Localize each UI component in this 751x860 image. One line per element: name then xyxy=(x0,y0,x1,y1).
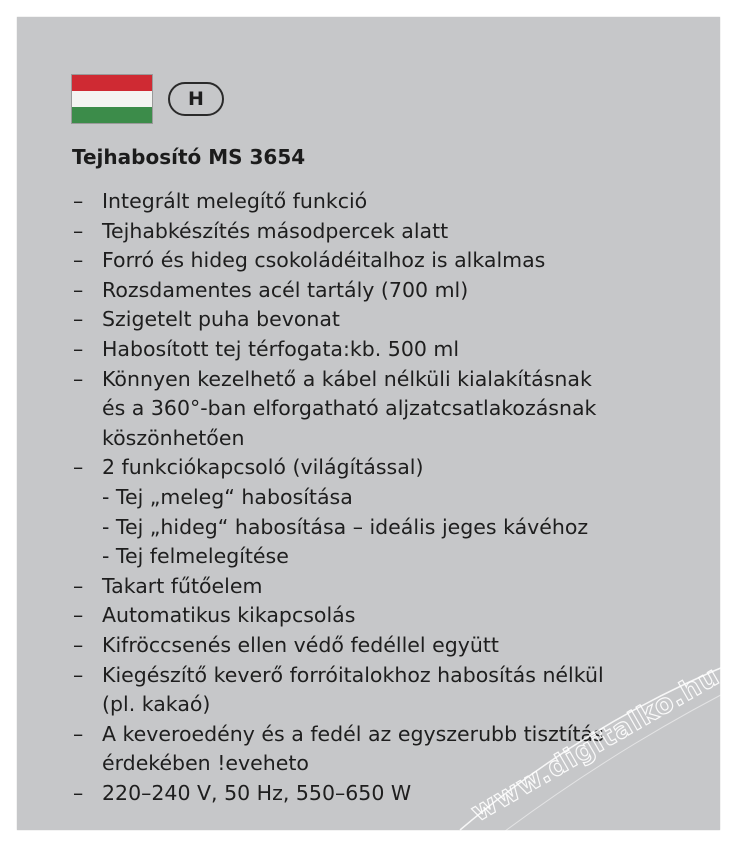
feature-item xyxy=(73,335,713,365)
feature-text: Könnyen kezelhető a kábel nélküli kialakításnak xyxy=(102,366,592,391)
feature-text: Szigetelt puha bevonat xyxy=(102,307,340,332)
bullet-dash: – xyxy=(73,277,84,302)
feature-item xyxy=(73,779,713,809)
bullet-dash: – xyxy=(73,780,84,805)
bullet-dash: – xyxy=(73,218,84,243)
feature-subitem xyxy=(73,513,713,543)
feature-item xyxy=(73,187,713,217)
feature-item xyxy=(73,453,713,483)
bullet-dash: – xyxy=(73,455,84,480)
feature-text: A keveroedény és a fedél az egyszerubb tisztítás xyxy=(102,721,604,746)
feature-text: és a 360°-ban elforgatható aljzatcsatlakozásnak xyxy=(102,396,597,421)
feature-item xyxy=(73,720,713,779)
feature-text: Rozsdamentes acél tartály (700 ml) xyxy=(102,277,469,302)
feature-text: Forró és hideg csokoládéitalhoz is alkalmas xyxy=(102,248,546,273)
feature-text: Takart fűtőelem xyxy=(102,573,263,598)
feature-text: érdekében !eveheto xyxy=(102,751,309,776)
feature-item xyxy=(73,246,713,276)
product-info-card xyxy=(17,17,720,830)
bullet-dash: – xyxy=(73,248,84,273)
bullet-dash: – xyxy=(73,336,84,361)
feature-text: 220–240 V, 50 Hz, 550–650 W xyxy=(102,780,412,805)
bullet-dash: – xyxy=(73,603,84,628)
feature-text: Habosított tej térfogata:kb. 500 ml xyxy=(102,336,460,361)
bullet-dash: – xyxy=(73,366,84,391)
feature-subitem xyxy=(73,542,713,572)
watermark-text: www.digitalko.hu xyxy=(466,660,726,829)
feature-list xyxy=(73,187,713,808)
bullet-dash: – xyxy=(73,662,84,687)
feature-item xyxy=(73,276,713,306)
flag-stripe-green xyxy=(72,107,152,123)
feature-item xyxy=(73,661,713,720)
feature-item xyxy=(73,601,713,631)
feature-item xyxy=(73,572,713,602)
feature-text: (pl. kakaó) xyxy=(102,692,211,717)
feature-text: Integrált melegítő funkció xyxy=(102,189,368,213)
flag-stripe-red xyxy=(72,75,152,91)
bullet-dash: – xyxy=(73,307,84,332)
hungarian-flag-icon xyxy=(72,75,152,123)
feature-text: 2 funkciókapcsoló (világítással) xyxy=(102,455,424,480)
bullet-dash: – xyxy=(73,573,84,598)
feature-subitem-text: - Tej „meleg“ habosítása xyxy=(102,484,353,509)
feature-text: Tejhabkészítés másodpercek alatt xyxy=(102,218,449,243)
feature-subitem xyxy=(73,483,713,513)
country-code-badge: H xyxy=(168,82,224,116)
feature-text: Automatikus kikapcsolás xyxy=(102,603,356,628)
feature-subitem-text: - Tej felmelegítése xyxy=(102,544,289,569)
feature-item xyxy=(73,217,713,247)
product-title: Tejhabosító MS 3654 xyxy=(72,145,306,169)
bullet-dash: – xyxy=(73,632,84,657)
flag-stripe-white xyxy=(72,91,152,107)
feature-item xyxy=(73,631,713,661)
feature-text: Kiegészítő keverő forróitalokhoz habosítás nélkül xyxy=(102,662,604,687)
feature-item xyxy=(73,305,713,335)
feature-text: köszönhetően xyxy=(102,425,245,450)
feature-subitem-text: - Tej „hideg“ habosítása – ideális jeges kávéhoz xyxy=(102,514,589,539)
feature-item xyxy=(73,365,713,454)
bullet-dash: – xyxy=(73,721,84,746)
feature-text: Kifröccsenés ellen védő fedéllel együtt xyxy=(102,632,499,657)
bullet-dash: – xyxy=(73,189,84,213)
